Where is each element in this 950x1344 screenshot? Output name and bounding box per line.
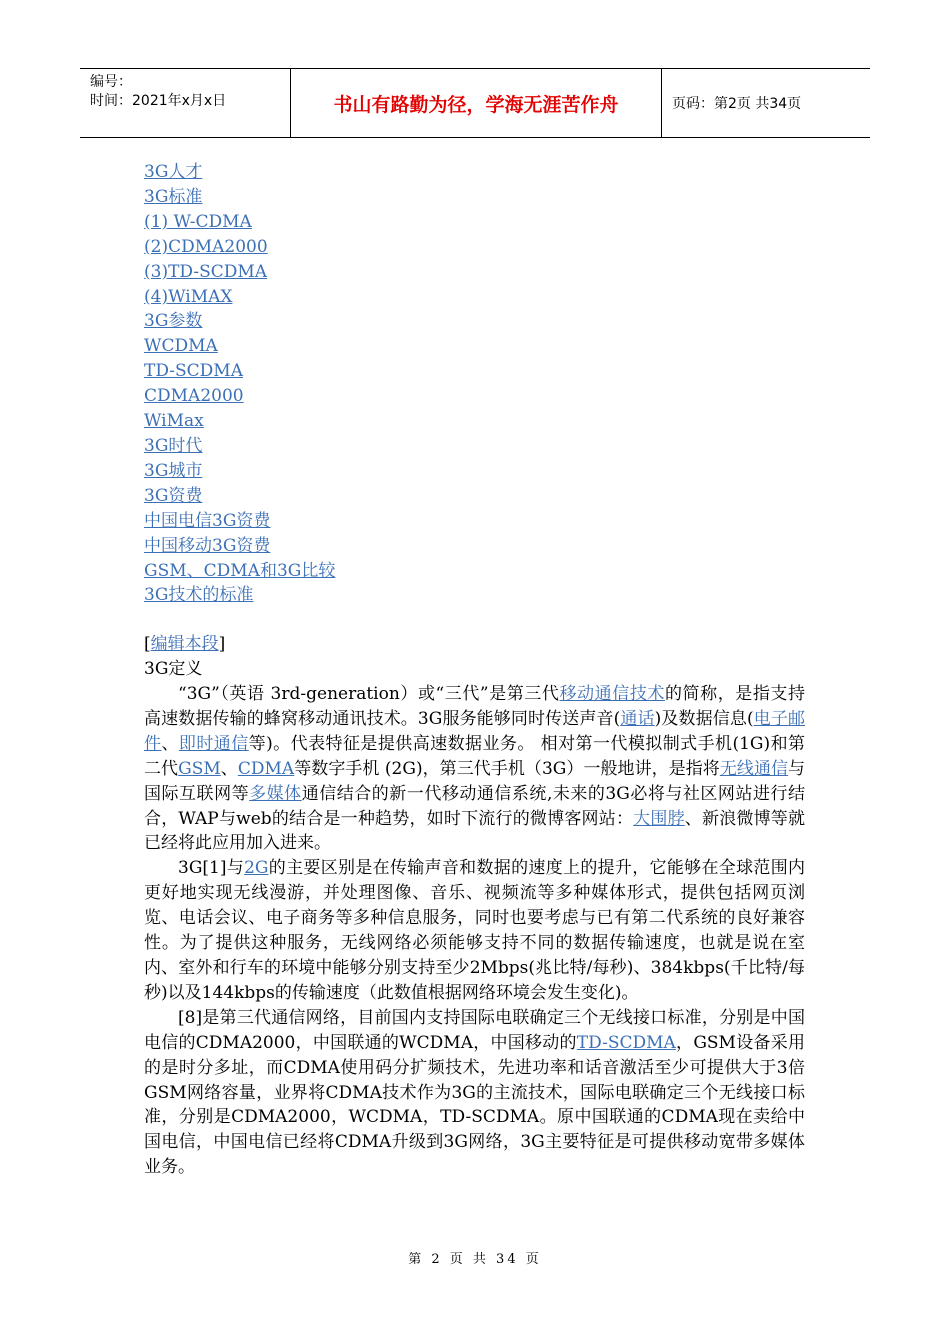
toc-link[interactable]: CDMA2000 xyxy=(144,386,244,407)
text-run: 的主要区别是在传输声音和数据的速度上的提升，它能够在全球范围内更好地实现无线漫游，并处理图像、音乐、视频流等多种媒体形式，提供包括网页浏览、电话会议、电子商务等多种信息服务，同时也要考虑与已有第二代系统的良好兼容性。为了提供这种服务，无线网络必须能够支持不同的数据传输速度，也就是说在室内、室外和行车的环境中能够分别支持至少2Mbps(兆比特/每秒)、384kbps(千比特/每秒)以及144kbps的传输速度（此数值根据网络环境会发生变化)。 xyxy=(144,858,805,1003)
edit-bracket-close: ] xyxy=(218,634,226,654)
text-run: ，GSM设备采用的是时分多址，而CDMA使用码分扩频技术，先进功率和话音激活至少可提供大于3倍GSM网络容量，业界将CDMA技术作为3G的主流技术，国际电联确定三个无线接口标准，分别是CDMA2000，WCDMA，TD-SCDMA。原中国联通的CDMA现在卖给中国电信，中国电信已经将CDMA升级到3G网络，3G主要特征是可提供移动宽带多媒体业务。 xyxy=(144,1032,805,1178)
body-text xyxy=(144,682,805,1180)
toc-link[interactable]: GSM、CDMA和3G比较 xyxy=(144,560,336,581)
text-run: 等数字手机 (2G)，第三代手机（3G）一般地讲，是指将 xyxy=(294,758,720,779)
text-run: 等)。代表特征是提供高速数据业务。 相对第一代模拟制式手机(1G)和第二代 xyxy=(144,733,806,779)
toc-link[interactable]: WCDMA xyxy=(144,336,218,357)
page-header xyxy=(80,68,870,138)
header-page-info: 页码：第2页 共34页 xyxy=(672,96,802,112)
text-run: 、 xyxy=(220,758,238,779)
toc-link[interactable]: (3)TD-SCDMA xyxy=(144,261,268,282)
toc-link[interactable]: TD-SCDMA xyxy=(144,361,243,382)
toc-link[interactable]: (2)CDMA2000 xyxy=(144,236,268,257)
edit-section-link[interactable]: 编辑本段 xyxy=(150,634,219,654)
inline-link[interactable]: 移动通信技术 xyxy=(559,684,665,704)
inline-link[interactable]: 多媒体 xyxy=(249,783,302,804)
toc-link[interactable]: (4)WiMAX xyxy=(144,286,233,307)
inline-link[interactable]: 通话 xyxy=(620,708,655,729)
edit-bracket-open: [ xyxy=(144,634,151,654)
text-run: )及数据信息( xyxy=(654,708,754,729)
text-run: 、新浪微博等就已经将此应用加入进来。 xyxy=(144,808,806,854)
inline-link[interactable]: 无线通信 xyxy=(719,758,789,779)
time-label: 时间：2021年x月x日 xyxy=(90,93,227,109)
toc-link[interactable]: 3G城市 xyxy=(144,460,203,481)
toc-link[interactable]: WiMax xyxy=(144,411,204,432)
paragraph xyxy=(144,1006,805,1180)
paragraph xyxy=(144,682,805,856)
toc-link[interactable]: 3G时代 xyxy=(144,435,203,456)
toc-link[interactable]: 3G技术的标准 xyxy=(144,585,254,606)
text-run: 的简称，是指支持高速数据传输的蜂窝移动通讯技术。3G服务能够同时传送声音( xyxy=(144,684,805,729)
inline-link[interactable]: 即时通信 xyxy=(178,733,249,754)
inline-link[interactable]: CDMA xyxy=(237,758,295,779)
section-title: 3G定义 xyxy=(144,659,203,679)
text-run: 3G[1]与 xyxy=(178,858,245,879)
toc-link[interactable]: 中国移动3G资费 xyxy=(144,535,271,556)
text-run: 通信结合的新一代移动通信系统,未来的3G必将与社区网站进行结合，WAP与web的结合是一种趋势，如时下流行的微博客网站： xyxy=(144,783,806,829)
toc-list xyxy=(144,160,804,608)
edit-section xyxy=(144,632,225,657)
inline-link[interactable]: 电子邮件 xyxy=(144,708,806,754)
toc-link[interactable]: 3G资费 xyxy=(144,485,203,506)
header-motto: 书山有路勤为径，学海无涯苦作舟 xyxy=(291,69,662,137)
page-footer: 第 2 页 共 34 页 xyxy=(408,1252,542,1267)
toc-link[interactable]: (1) W-CDMA xyxy=(144,211,252,232)
toc-link[interactable]: 3G人才 xyxy=(144,162,203,182)
text-run: 、 xyxy=(161,733,179,754)
text-run: “3G”（英语 3rd-generation）或“三代”是第三代 xyxy=(178,684,560,704)
inline-link[interactable]: 大围脖 xyxy=(633,808,685,829)
header-meta xyxy=(80,69,291,137)
toc-link[interactable]: 3G标准 xyxy=(144,186,203,207)
number-label: 编号： xyxy=(90,74,132,90)
inline-link[interactable]: GSM xyxy=(178,758,221,779)
text-run: [8]是第三代通信网络，目前国内支持国际电联确定三个无线接口标准，分别是中国电信的CDMA2000，中国联通的WCDMA，中国移动的 xyxy=(144,1007,805,1053)
inline-link[interactable]: 2G xyxy=(244,858,269,879)
text-run: 与国际互联网等 xyxy=(144,758,806,804)
toc-link[interactable]: 3G参数 xyxy=(144,311,203,332)
paragraph xyxy=(144,856,805,1005)
toc-link[interactable]: 中国电信3G资费 xyxy=(144,510,271,531)
inline-link[interactable]: TD-SCDMA xyxy=(576,1032,676,1053)
